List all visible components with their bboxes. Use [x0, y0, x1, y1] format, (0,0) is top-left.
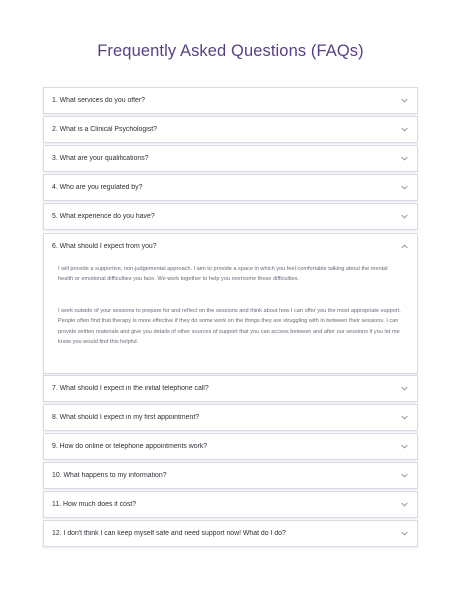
faq-question-text: 5. What experience do you have? — [52, 213, 155, 220]
faq-item[interactable] — [43, 433, 418, 460]
faq-item[interactable] — [43, 462, 418, 489]
faq-item[interactable] — [43, 145, 418, 172]
page-title: Frequently Asked Questions (FAQs) — [97, 42, 364, 60]
faq-question-text: 2. What is a Clinical Psychologist? — [52, 126, 157, 133]
chevron-down-icon[interactable] — [400, 530, 408, 538]
faq-question-text: 9. How do online or telephone appointments work? — [52, 443, 208, 450]
faq-question-toggle[interactable] — [44, 405, 417, 430]
faq-question-toggle[interactable] — [44, 117, 417, 142]
faq-item[interactable] — [43, 404, 418, 431]
faq-question-toggle[interactable] — [44, 234, 417, 259]
chevron-down-icon[interactable] — [400, 155, 408, 163]
faq-item[interactable] — [43, 116, 418, 143]
chevron-down-icon[interactable] — [400, 443, 408, 451]
chevron-down-icon[interactable] — [400, 472, 408, 480]
faq-question-toggle[interactable] — [44, 88, 417, 113]
chevron-down-icon[interactable] — [400, 126, 408, 134]
faq-question-text: 8. What should I expect in my first appointment? — [52, 414, 200, 421]
faq-question-toggle[interactable] — [44, 204, 417, 229]
faq-item[interactable] — [43, 520, 418, 547]
faq-question-text: 12. I don't think I can keep myself safe and need support now! What do I do? — [52, 530, 286, 537]
faq-item[interactable] — [43, 491, 418, 518]
chevron-down-icon[interactable] — [400, 414, 408, 422]
faq-item[interactable] — [43, 87, 418, 114]
chevron-down-icon[interactable] — [400, 184, 408, 192]
faq-item[interactable] — [43, 174, 418, 201]
faq-question-text: 10. What happens to my information? — [52, 472, 167, 479]
faq-question-toggle[interactable] — [44, 146, 417, 171]
chevron-up-icon[interactable] — [400, 243, 408, 251]
chevron-down-icon[interactable] — [400, 213, 408, 221]
faq-answer-paragraph: I work outside of your sessions to prepare for and reflect on the sessions and think about how I can offer you the most appropriate support. People often find that therapy is more effective if they do some work on the things they are struggling with in between their sessions. I can provide written materials and give you details of other sources of support that you can access between and after our sessions if you let me know you would find this helpful. — [58, 307, 401, 346]
faq-question-toggle[interactable] — [44, 376, 417, 401]
faq-item[interactable] — [43, 203, 418, 230]
faq-question-text: 11. How much does it cost? — [52, 501, 137, 508]
chevron-down-icon[interactable] — [400, 385, 408, 393]
faq-question-text: 1. What services do you offer? — [52, 97, 145, 104]
faq-question-text: 3. What are your qualifications? — [52, 155, 149, 162]
faq-item-expanded[interactable] — [43, 233, 418, 374]
faq-answer — [44, 259, 417, 347]
faq-question-text: 7. What should I expect in the initial telephone call? — [52, 385, 209, 392]
faq-question-toggle[interactable] — [44, 492, 417, 517]
faq-question-toggle[interactable] — [44, 434, 417, 459]
faq-question-toggle[interactable] — [44, 175, 417, 200]
faq-item[interactable] — [43, 375, 418, 402]
chevron-down-icon[interactable] — [400, 97, 408, 105]
faq-question-toggle[interactable] — [44, 463, 417, 488]
faq-question-text: 6. What should I expect from you? — [52, 243, 157, 250]
faq-question-text: 4. Who are you regulated by? — [52, 184, 143, 191]
faq-answer-paragraph: I will provide a supportive, non-judgemental approach. I aim to provide a space in which you feel comfortable talking about the mental health or emotional difficulties you face. We work together to help you overcome these difficulties. — [58, 266, 388, 283]
chevron-down-icon[interactable] — [400, 501, 408, 509]
faq-question-toggle[interactable] — [44, 521, 417, 546]
